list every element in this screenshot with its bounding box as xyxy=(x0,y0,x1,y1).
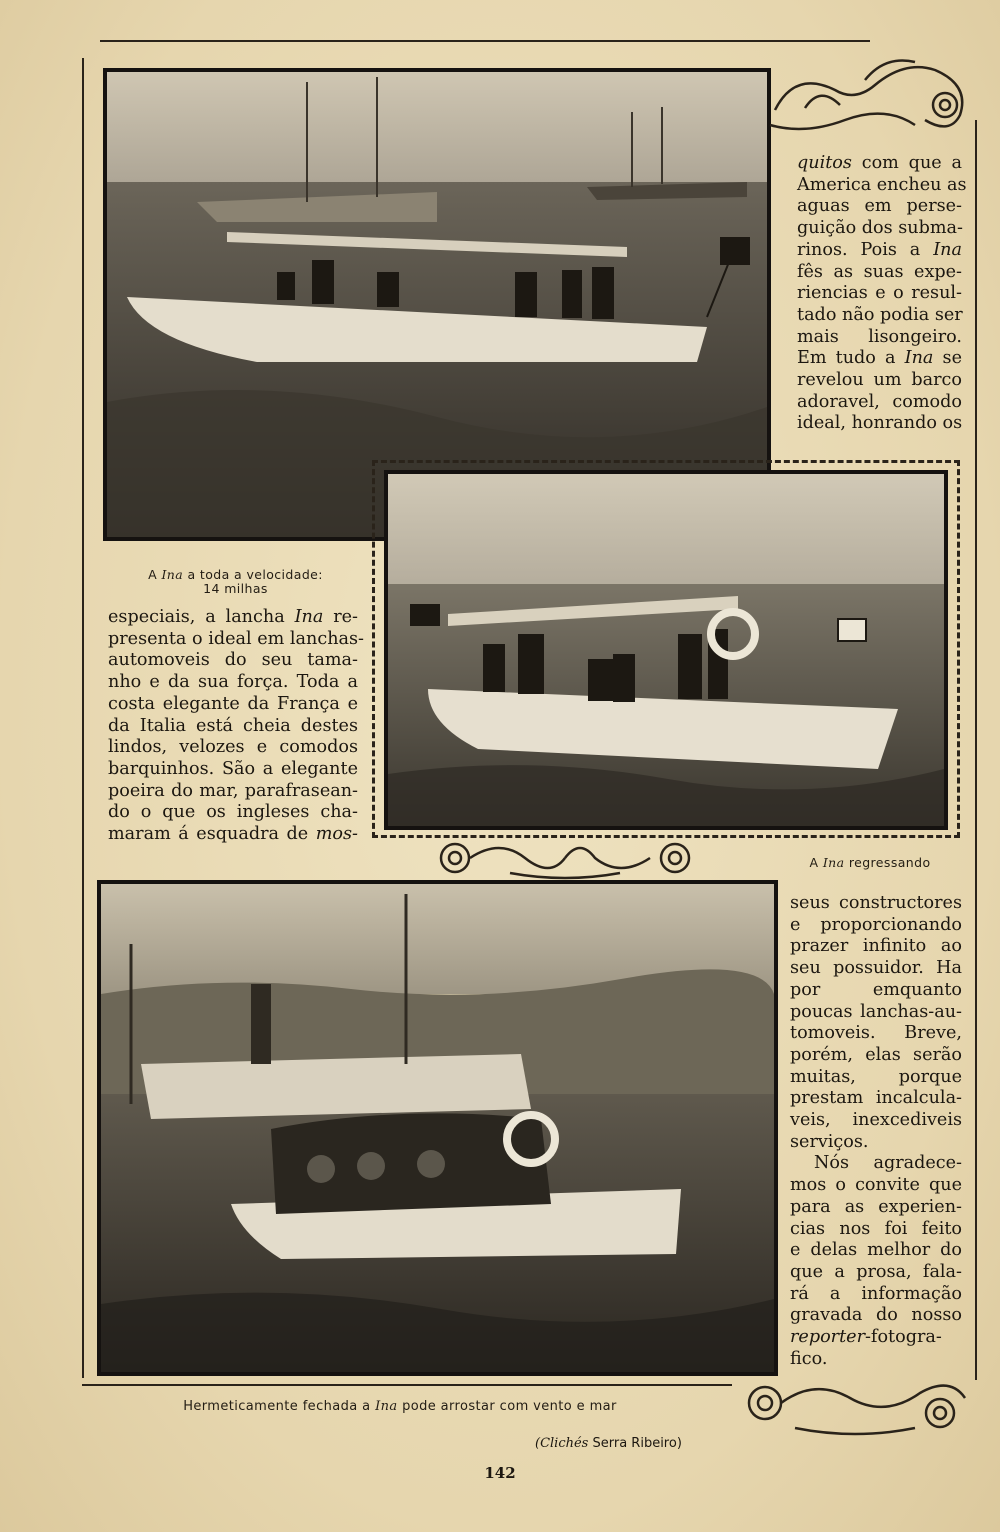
text-line: da Italia está cheia destes xyxy=(108,715,358,736)
text-line: rinos. Pois a Ina xyxy=(797,239,962,260)
scroll-ornament-top-right-icon xyxy=(765,50,980,140)
page-frame-right xyxy=(975,120,977,1380)
caption-photo-1-line-2: 14 milhas xyxy=(203,581,268,596)
photo-credits: (Clichés Serra Ribeiro) xyxy=(535,1436,682,1451)
text-line: nho e da sua força. Toda a xyxy=(108,672,358,693)
caption-photo-2: A Ina regressando xyxy=(809,855,931,870)
text-line: seus constructores xyxy=(790,893,962,913)
text-line: mais lisongeiro. xyxy=(797,326,962,347)
text-line: para as experien- xyxy=(790,1196,962,1217)
text-line: seu possuidor. Ha xyxy=(790,958,962,979)
text-line: rá a informação xyxy=(790,1283,962,1304)
text-line: mos o convite que xyxy=(790,1175,962,1196)
text-line: ideal, honrando os xyxy=(797,413,963,434)
text-line: costa elegante da França e xyxy=(108,693,358,714)
text-line: poucas lanchas-au- xyxy=(790,1001,962,1022)
text-line: muitas, porque xyxy=(790,1066,962,1087)
text-line: presenta o ideal em lanchas- xyxy=(108,628,364,649)
text-line: por emquanto xyxy=(790,979,962,1000)
text-column-left-middle xyxy=(108,607,364,846)
text-line: fico. xyxy=(790,1348,828,1369)
page-number: 142 xyxy=(484,1464,516,1482)
text-line: lindos, velozes e comodos xyxy=(108,737,358,758)
text-line: adoravel, comodo xyxy=(797,391,962,412)
text-line: prazer infinito ao xyxy=(790,936,962,957)
text-line: Em tudo a Ina se xyxy=(797,348,962,369)
photo-ina-returning xyxy=(384,470,948,830)
page-frame-bottom xyxy=(82,1384,732,1386)
text-line: reporter-fotogra- xyxy=(790,1327,942,1348)
text-line: America encheu as xyxy=(797,174,967,195)
text-line: especiais, a lancha Ina re- xyxy=(108,607,358,627)
text-line: quitos com que a xyxy=(797,153,962,173)
text-column-right-bottom xyxy=(790,893,962,1370)
caption-photo-3: Hermeticamente fechada a Ina pode arrostar com vento e mar xyxy=(183,1399,617,1414)
text-line: gravada do nosso xyxy=(790,1305,962,1326)
text-line: automoveis do seu tama- xyxy=(108,650,358,671)
scroll-ornament-bottom-right-icon xyxy=(735,1368,975,1443)
text-line: maram á esquadra de mos- xyxy=(108,824,358,845)
page-frame-left xyxy=(82,58,84,1378)
text-line: tado não podia ser xyxy=(797,304,963,325)
text-line: e proporcionando xyxy=(790,914,962,935)
text-line: Nós agradece- xyxy=(814,1153,962,1174)
caption-photo-1 xyxy=(103,568,368,596)
caption-photo-1-line-1: A Ina a toda a velocidade: xyxy=(148,567,323,582)
text-line: revelou um barco xyxy=(797,370,962,391)
text-column-right-top xyxy=(797,153,967,435)
page-frame-top xyxy=(100,40,870,42)
scroll-ornament-center-icon xyxy=(430,833,700,883)
text-line: fês as suas expe- xyxy=(797,261,962,282)
text-line: prestam incalcula- xyxy=(790,1088,962,1109)
text-line: tomoveis. Breve, xyxy=(790,1023,962,1044)
text-line: poeira do mar, parafrasean- xyxy=(108,780,358,801)
text-line: porém, elas serão xyxy=(790,1044,962,1065)
photo-ina-closed xyxy=(97,880,778,1376)
text-line: que a prosa, fala- xyxy=(790,1261,962,1282)
text-line: aguas em perse- xyxy=(797,196,962,217)
text-line: e delas melhor do xyxy=(790,1240,962,1261)
text-line: serviços. xyxy=(790,1131,869,1152)
text-line: guição dos subma- xyxy=(797,218,963,239)
text-line: barquinhos. São a elegante xyxy=(108,758,358,779)
text-line: riencias e o resul- xyxy=(797,283,962,304)
text-line: do o que os ingleses cha- xyxy=(108,802,358,823)
text-line: veis, inexcediveis xyxy=(790,1110,962,1131)
text-line: cias nos foi feito xyxy=(790,1218,962,1239)
